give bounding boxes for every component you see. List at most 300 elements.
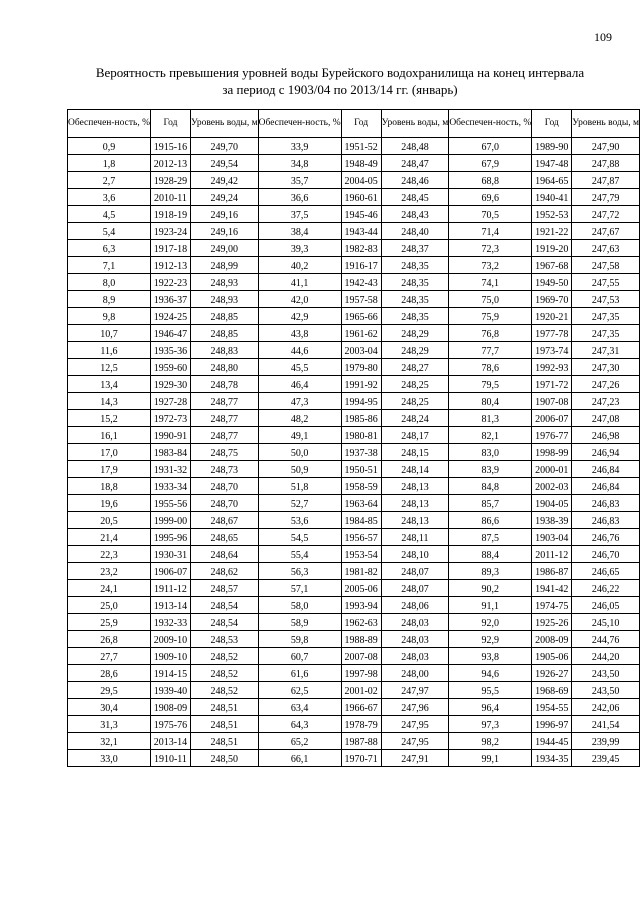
year-cell: 1970-71 — [341, 750, 381, 767]
probability-cell: 24,1 — [68, 580, 151, 597]
level-cell: 248,85 — [190, 308, 258, 325]
level-cell: 249,24 — [190, 189, 258, 206]
level-cell: 249,42 — [190, 172, 258, 189]
year-cell: 1951-52 — [341, 138, 381, 155]
probability-cell: 71,4 — [449, 223, 532, 240]
level-cell: 248,77 — [190, 393, 258, 410]
probability-cell: 50,0 — [258, 444, 341, 461]
level-cell: 248,75 — [190, 444, 258, 461]
probability-cell: 53,6 — [258, 512, 341, 529]
level-cell: 248,80 — [190, 359, 258, 376]
probability-cell: 18,8 — [68, 478, 151, 495]
year-cell: 1989-90 — [532, 138, 572, 155]
probability-cell: 20,5 — [68, 512, 151, 529]
level-cell: 248,70 — [190, 495, 258, 512]
year-cell: 1971-72 — [532, 376, 572, 393]
probability-cell: 21,4 — [68, 529, 151, 546]
probability-cell: 85,7 — [449, 495, 532, 512]
probability-cell: 88,4 — [449, 546, 532, 563]
year-cell: 2011-12 — [532, 546, 572, 563]
level-cell: 248,00 — [381, 665, 449, 682]
table-row — [68, 478, 640, 495]
header-year: Год — [150, 110, 190, 138]
year-cell: 1956-57 — [341, 529, 381, 546]
level-cell: 247,35 — [572, 308, 640, 325]
probability-cell: 83,9 — [449, 461, 532, 478]
level-cell: 246,98 — [572, 427, 640, 444]
year-cell: 1945-46 — [341, 206, 381, 223]
year-cell: 1915-16 — [150, 138, 190, 155]
table-row — [68, 206, 640, 223]
probability-cell: 49,1 — [258, 427, 341, 444]
probability-cell: 60,7 — [258, 648, 341, 665]
year-cell: 1903-04 — [532, 529, 572, 546]
level-cell: 248,52 — [190, 648, 258, 665]
level-cell: 248,03 — [381, 614, 449, 631]
level-cell: 248,57 — [190, 580, 258, 597]
header-probability: Обеспечен-ность, % — [68, 110, 151, 138]
year-cell: 1932-33 — [150, 614, 190, 631]
year-cell: 1939-40 — [150, 682, 190, 699]
table-row — [68, 291, 640, 308]
year-cell: 1981-82 — [341, 563, 381, 580]
year-cell: 2013-14 — [150, 733, 190, 750]
year-cell: 1975-76 — [150, 716, 190, 733]
level-cell: 247,58 — [572, 257, 640, 274]
year-cell: 1993-94 — [341, 597, 381, 614]
year-cell: 1980-81 — [341, 427, 381, 444]
year-cell: 1976-77 — [532, 427, 572, 444]
year-cell: 1962-63 — [341, 614, 381, 631]
table-row — [68, 376, 640, 393]
probability-cell: 8,9 — [68, 291, 151, 308]
table-row — [68, 529, 640, 546]
table-row — [68, 648, 640, 665]
level-cell: 248,64 — [190, 546, 258, 563]
level-cell: 248,77 — [190, 427, 258, 444]
year-cell: 1985-86 — [341, 410, 381, 427]
level-cell: 247,53 — [572, 291, 640, 308]
year-cell: 1905-06 — [532, 648, 572, 665]
probability-cell: 19,6 — [68, 495, 151, 512]
level-cell: 239,45 — [572, 750, 640, 767]
probability-cell: 55,4 — [258, 546, 341, 563]
level-cell: 248,17 — [381, 427, 449, 444]
level-cell: 247,97 — [381, 682, 449, 699]
level-cell: 248,15 — [381, 444, 449, 461]
level-cell: 248,29 — [381, 342, 449, 359]
year-cell: 2009-10 — [150, 631, 190, 648]
year-cell: 1934-35 — [532, 750, 572, 767]
level-cell: 248,06 — [381, 597, 449, 614]
year-cell: 1959-60 — [150, 359, 190, 376]
year-cell: 2012-13 — [150, 155, 190, 172]
header-level: Уровень воды, м — [381, 110, 449, 138]
year-cell: 1973-74 — [532, 342, 572, 359]
probability-cell: 5,4 — [68, 223, 151, 240]
level-cell: 247,79 — [572, 189, 640, 206]
probability-cell: 70,5 — [449, 206, 532, 223]
year-cell: 2006-07 — [532, 410, 572, 427]
table-row — [68, 223, 640, 240]
year-cell: 1987-88 — [341, 733, 381, 750]
level-cell: 239,99 — [572, 733, 640, 750]
level-cell: 244,20 — [572, 648, 640, 665]
level-cell: 248,43 — [381, 206, 449, 223]
table-title — [40, 64, 640, 98]
probability-cell: 98,2 — [449, 733, 532, 750]
table-row — [68, 546, 640, 563]
year-cell: 1937-38 — [341, 444, 381, 461]
table-row — [68, 750, 640, 767]
header-probability: Обеспечен-ность, % — [258, 110, 341, 138]
year-cell: 1949-50 — [532, 274, 572, 291]
probability-cell: 81,3 — [449, 410, 532, 427]
level-cell: 248,54 — [190, 597, 258, 614]
level-cell: 248,65 — [190, 529, 258, 546]
probability-cell: 74,1 — [449, 274, 532, 291]
level-cell: 248,93 — [190, 274, 258, 291]
year-cell: 1943-44 — [341, 223, 381, 240]
probability-cell: 17,0 — [68, 444, 151, 461]
probability-cell: 29,5 — [68, 682, 151, 699]
probability-cell: 90,2 — [449, 580, 532, 597]
year-cell: 1958-59 — [341, 478, 381, 495]
table-row — [68, 240, 640, 257]
probability-cell: 28,6 — [68, 665, 151, 682]
probability-cell: 82,1 — [449, 427, 532, 444]
probability-cell: 72,3 — [449, 240, 532, 257]
level-cell: 247,90 — [572, 138, 640, 155]
table-row — [68, 461, 640, 478]
probability-cell: 95,5 — [449, 682, 532, 699]
year-cell: 1982-83 — [341, 240, 381, 257]
level-cell: 248,29 — [381, 325, 449, 342]
year-cell: 1922-23 — [150, 274, 190, 291]
level-cell: 241,54 — [572, 716, 640, 733]
year-cell: 1904-05 — [532, 495, 572, 512]
level-cell: 246,83 — [572, 495, 640, 512]
level-cell: 249,70 — [190, 138, 258, 155]
probability-cell: 97,3 — [449, 716, 532, 733]
probability-cell: 33,9 — [258, 138, 341, 155]
year-cell: 1984-85 — [341, 512, 381, 529]
level-cell: 246,94 — [572, 444, 640, 461]
year-cell: 2005-06 — [341, 580, 381, 597]
probability-cell: 31,3 — [68, 716, 151, 733]
table-row — [68, 342, 640, 359]
probability-cell: 84,8 — [449, 478, 532, 495]
table-row — [68, 631, 640, 648]
table-row — [68, 393, 640, 410]
table-row — [68, 444, 640, 461]
level-cell: 247,26 — [572, 376, 640, 393]
probability-cell: 75,9 — [449, 308, 532, 325]
probability-cell: 91,1 — [449, 597, 532, 614]
level-cell: 248,37 — [381, 240, 449, 257]
probability-cell: 59,8 — [258, 631, 341, 648]
year-cell: 1917-18 — [150, 240, 190, 257]
probability-cell: 51,8 — [258, 478, 341, 495]
year-cell: 1967-68 — [532, 257, 572, 274]
probability-cell: 26,8 — [68, 631, 151, 648]
probability-cell: 30,4 — [68, 699, 151, 716]
table-row — [68, 733, 640, 750]
year-cell: 1957-58 — [341, 291, 381, 308]
year-cell: 1908-09 — [150, 699, 190, 716]
year-cell: 1923-24 — [150, 223, 190, 240]
probability-cell: 54,5 — [258, 529, 341, 546]
year-cell: 1979-80 — [341, 359, 381, 376]
year-cell: 1983-84 — [150, 444, 190, 461]
year-cell: 1999-00 — [150, 512, 190, 529]
year-cell: 1954-55 — [532, 699, 572, 716]
year-cell: 1968-69 — [532, 682, 572, 699]
level-cell: 246,70 — [572, 546, 640, 563]
probability-cell: 76,8 — [449, 325, 532, 342]
level-cell: 248,27 — [381, 359, 449, 376]
year-cell: 1947-48 — [532, 155, 572, 172]
year-cell: 1969-70 — [532, 291, 572, 308]
level-cell: 248,50 — [190, 750, 258, 767]
year-cell: 1950-51 — [341, 461, 381, 478]
year-cell: 1924-25 — [150, 308, 190, 325]
probability-cell: 35,7 — [258, 172, 341, 189]
probability-cell: 39,3 — [258, 240, 341, 257]
year-cell: 2003-04 — [341, 342, 381, 359]
year-cell: 1921-22 — [532, 223, 572, 240]
level-cell: 248,52 — [190, 665, 258, 682]
level-cell: 248,35 — [381, 257, 449, 274]
year-cell: 1912-13 — [150, 257, 190, 274]
level-cell: 247,67 — [572, 223, 640, 240]
level-cell: 247,35 — [572, 325, 640, 342]
table-row — [68, 308, 640, 325]
level-cell: 248,35 — [381, 308, 449, 325]
level-cell: 247,30 — [572, 359, 640, 376]
level-cell: 247,55 — [572, 274, 640, 291]
probability-cell: 79,5 — [449, 376, 532, 393]
level-cell: 248,35 — [381, 291, 449, 308]
probability-cell: 69,6 — [449, 189, 532, 206]
level-cell: 248,51 — [190, 699, 258, 716]
level-cell: 247,31 — [572, 342, 640, 359]
probability-cell: 86,6 — [449, 512, 532, 529]
year-cell: 1907-08 — [532, 393, 572, 410]
probability-cell: 15,2 — [68, 410, 151, 427]
header-year: Год — [341, 110, 381, 138]
probability-cell: 42,9 — [258, 308, 341, 325]
probability-cell: 10,7 — [68, 325, 151, 342]
probability-cell: 62,5 — [258, 682, 341, 699]
year-cell: 1997-98 — [341, 665, 381, 682]
level-cell: 248,51 — [190, 716, 258, 733]
probability-cell: 99,1 — [449, 750, 532, 767]
year-cell: 1919-20 — [532, 240, 572, 257]
level-cell: 248,03 — [381, 648, 449, 665]
level-cell: 248,45 — [381, 189, 449, 206]
level-cell: 248,46 — [381, 172, 449, 189]
probability-cell: 43,8 — [258, 325, 341, 342]
year-cell: 1952-53 — [532, 206, 572, 223]
year-cell: 1910-11 — [150, 750, 190, 767]
probability-cell: 27,7 — [68, 648, 151, 665]
level-cell: 246,84 — [572, 478, 640, 495]
probability-cell: 25,0 — [68, 597, 151, 614]
level-cell: 248,78 — [190, 376, 258, 393]
probability-cell: 65,2 — [258, 733, 341, 750]
probability-cell: 22,3 — [68, 546, 151, 563]
level-cell: 248,47 — [381, 155, 449, 172]
year-cell: 1955-56 — [150, 495, 190, 512]
level-cell: 248,62 — [190, 563, 258, 580]
level-cell: 247,95 — [381, 733, 449, 750]
year-cell: 2004-05 — [341, 172, 381, 189]
probability-cell: 93,8 — [449, 648, 532, 665]
level-cell: 249,16 — [190, 206, 258, 223]
level-cell: 247,08 — [572, 410, 640, 427]
probability-cell: 92,0 — [449, 614, 532, 631]
probability-cell: 38,4 — [258, 223, 341, 240]
level-cell: 248,54 — [190, 614, 258, 631]
table-row — [68, 138, 640, 155]
year-cell: 1941-42 — [532, 580, 572, 597]
year-cell: 1965-66 — [341, 308, 381, 325]
table-row — [68, 257, 640, 274]
year-cell: 1928-29 — [150, 172, 190, 189]
year-cell: 1930-31 — [150, 546, 190, 563]
header-level: Уровень воды, м — [190, 110, 258, 138]
probability-cell: 45,5 — [258, 359, 341, 376]
level-cell: 247,95 — [381, 716, 449, 733]
table-row — [68, 682, 640, 699]
level-cell: 246,83 — [572, 512, 640, 529]
level-cell: 248,07 — [381, 563, 449, 580]
probability-cell: 48,2 — [258, 410, 341, 427]
probability-cell: 33,0 — [68, 750, 151, 767]
level-cell: 248,35 — [381, 274, 449, 291]
level-cell: 248,13 — [381, 512, 449, 529]
year-cell: 1927-28 — [150, 393, 190, 410]
level-cell: 248,99 — [190, 257, 258, 274]
level-cell: 248,25 — [381, 376, 449, 393]
probability-cell: 11,6 — [68, 342, 151, 359]
level-cell: 248,48 — [381, 138, 449, 155]
probability-cell: 63,4 — [258, 699, 341, 716]
probability-cell: 92,9 — [449, 631, 532, 648]
year-cell: 1963-64 — [341, 495, 381, 512]
year-cell: 1944-45 — [532, 733, 572, 750]
probability-cell: 13,4 — [68, 376, 151, 393]
year-cell: 2007-08 — [341, 648, 381, 665]
probability-cell: 47,3 — [258, 393, 341, 410]
table-row — [68, 410, 640, 427]
year-cell: 1996-97 — [532, 716, 572, 733]
level-cell: 246,84 — [572, 461, 640, 478]
probability-cell: 40,2 — [258, 257, 341, 274]
table-row — [68, 614, 640, 631]
table-row — [68, 665, 640, 682]
table-row — [68, 495, 640, 512]
year-cell: 1978-79 — [341, 716, 381, 733]
header-year: Год — [532, 110, 572, 138]
year-cell: 2001-02 — [341, 682, 381, 699]
probability-cell: 80,4 — [449, 393, 532, 410]
probability-cell: 23,2 — [68, 563, 151, 580]
probability-cell: 96,4 — [449, 699, 532, 716]
probability-cell: 58,9 — [258, 614, 341, 631]
probability-cell: 73,2 — [449, 257, 532, 274]
year-cell: 1920-21 — [532, 308, 572, 325]
probability-cell: 66,1 — [258, 750, 341, 767]
level-cell: 248,07 — [381, 580, 449, 597]
level-cell: 248,03 — [381, 631, 449, 648]
probability-cell: 32,1 — [68, 733, 151, 750]
level-cell: 248,70 — [190, 478, 258, 495]
probability-cell: 94,6 — [449, 665, 532, 682]
title-line-2: за период с 1903/04 по 2013/14 гг. (январь) — [222, 82, 458, 97]
probability-cell: 58,0 — [258, 597, 341, 614]
year-cell: 1994-95 — [341, 393, 381, 410]
year-cell: 1940-41 — [532, 189, 572, 206]
year-cell: 1926-27 — [532, 665, 572, 682]
year-cell: 1964-65 — [532, 172, 572, 189]
probability-cell: 57,1 — [258, 580, 341, 597]
level-cell: 248,40 — [381, 223, 449, 240]
table-row — [68, 359, 640, 376]
probability-cell: 78,6 — [449, 359, 532, 376]
table-row — [68, 580, 640, 597]
level-cell: 246,22 — [572, 580, 640, 597]
probability-cell: 3,6 — [68, 189, 151, 206]
level-cell: 247,91 — [381, 750, 449, 767]
probability-cell: 34,8 — [258, 155, 341, 172]
year-cell: 1995-96 — [150, 529, 190, 546]
year-cell: 1998-99 — [532, 444, 572, 461]
table-row — [68, 172, 640, 189]
level-cell: 246,76 — [572, 529, 640, 546]
level-cell: 242,06 — [572, 699, 640, 716]
year-cell: 1990-91 — [150, 427, 190, 444]
probability-cell: 42,0 — [258, 291, 341, 308]
year-cell: 1935-36 — [150, 342, 190, 359]
level-cell: 248,93 — [190, 291, 258, 308]
level-cell: 249,54 — [190, 155, 258, 172]
level-cell: 248,73 — [190, 461, 258, 478]
level-cell: 246,65 — [572, 563, 640, 580]
level-cell: 246,05 — [572, 597, 640, 614]
probability-cell: 6,3 — [68, 240, 151, 257]
level-cell: 248,13 — [381, 495, 449, 512]
year-cell: 1948-49 — [341, 155, 381, 172]
year-cell: 1977-78 — [532, 325, 572, 342]
page-number: 109 — [594, 30, 612, 44]
table-header-row — [68, 110, 640, 138]
level-cell: 248,24 — [381, 410, 449, 427]
year-cell: 1931-32 — [150, 461, 190, 478]
header-level: Уровень воды, м — [572, 110, 640, 138]
probability-cell: 25,9 — [68, 614, 151, 631]
year-cell: 1960-61 — [341, 189, 381, 206]
level-cell: 243,50 — [572, 682, 640, 699]
probability-cell: 87,5 — [449, 529, 532, 546]
level-cell: 247,72 — [572, 206, 640, 223]
probability-cell: 52,7 — [258, 495, 341, 512]
level-cell: 248,83 — [190, 342, 258, 359]
year-cell: 1906-07 — [150, 563, 190, 580]
table-row — [68, 189, 640, 206]
table-row — [68, 716, 640, 733]
